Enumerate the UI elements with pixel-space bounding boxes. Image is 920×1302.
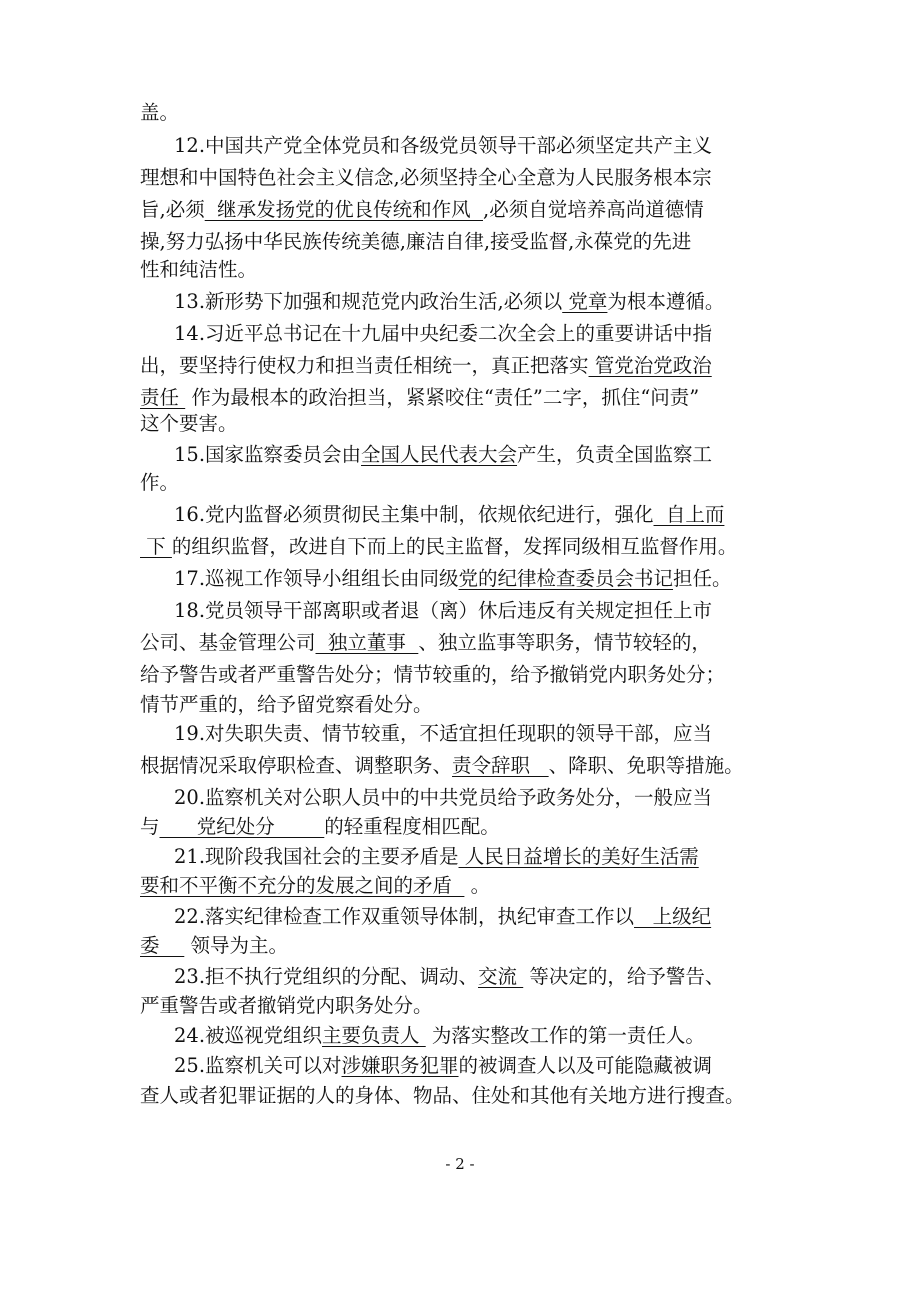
answer-blank: 继承发扬党的优良传统和作风	[204, 198, 483, 221]
question-25: 25.监察机关可以对涉嫌职务犯罪的被调查人以及可能隐藏被调	[174, 1054, 713, 1077]
answer-blank: 人民日益增长的美好生活需	[458, 845, 699, 868]
answer-blank: 下	[140, 535, 172, 558]
question-16: 16.党内监督必须贯彻民主集中制，依规依纪进行，强化 自上而	[174, 503, 725, 526]
text-line: 情节严重的，给予留党察看处分。	[140, 693, 433, 716]
text-line: 要和不平衡不充分的发展之间的矛盾 。	[140, 874, 491, 897]
text-line: 作。	[140, 471, 180, 494]
question-21: 21.现阶段我国社会的主要矛盾是 人民日益增长的美好生活需	[174, 845, 699, 868]
text-line: 理想和中国特色社会主义信念,必须坚持全心全意为人民服务根本宗	[140, 166, 712, 189]
answer-blank: 交流	[478, 965, 524, 988]
question-22: 22.落实纪律检查工作双重领导体制，执纪审查工作以 上级纪	[174, 905, 712, 928]
answer-blank: 涉嫌职务犯罪	[341, 1054, 459, 1077]
question-20: 20.监察机关对公职人员中的中共党员给予政务处分，一般应当	[174, 786, 713, 809]
text-line: 出，要坚持行使权力和担当责任相统一，真正把落实 管党治党政治	[140, 354, 712, 377]
text-line: 性和纯洁性。	[140, 258, 258, 281]
answer-blank: 要和不平衡不充分的发展之间的矛盾	[140, 874, 465, 897]
text-line: 操,努力弘扬中华民族传统美德,廉洁自律,接受监督,永葆党的先进	[140, 230, 692, 253]
question-14: 14.习近平总书记在十九届中央纪委二次全会上的重要讲话中指	[174, 322, 713, 345]
answer-blank: 管党治党政治	[588, 354, 712, 377]
page-number: - 2 -	[445, 1155, 475, 1173]
text-line: 与 党纪处分 的轻重程度相匹配。	[140, 815, 500, 838]
question-17: 17.巡视工作领导小组组长由同级党的纪律检查委员会书记担任。	[174, 567, 732, 590]
question-18: 18.党员领导干部离职或者退（离）休后违反有关规定担任上市	[174, 599, 713, 622]
text-line: 给予警告或者严重警告处分；情节较重的，给予撤销党内职务处分；	[140, 663, 726, 686]
answer-blank: 委	[140, 934, 185, 957]
answer-blank: 主要负责人	[322, 1024, 426, 1047]
text-line: 盖。	[140, 101, 180, 124]
answer-blank: 上级纪	[634, 905, 712, 928]
question-12: 12.中国共产党全体党员和各级党员领导干部必须坚定共产主义	[174, 134, 713, 157]
answer-blank: 党章	[562, 290, 608, 313]
text-line: 下 的组织监督，改进自下而上的民主监督，发挥同级相互监督作用。	[140, 535, 738, 558]
answer-blank: 自上而	[653, 503, 725, 526]
text-line: 责任 作为最根本的政治担当，紧紧咬住“责任”二字，抓住“问责”	[140, 386, 700, 409]
text-line: 查人或者犯罪证据的人的身体、物品、住处和其他有关地方进行搜查。	[140, 1084, 745, 1107]
text-line: 这个要害。	[140, 412, 238, 435]
text-line: 委 领导为主。	[140, 934, 288, 957]
question-23: 23.拒不执行党组织的分配、调动、交流 等决定的，给予警告、	[174, 965, 725, 988]
answer-blank: 责任	[140, 386, 186, 409]
answer-blank: 党纪处分	[159, 815, 325, 838]
text-line: 严重警告或者撤销党内职务处分。	[140, 994, 433, 1017]
question-15: 15.国家监察委员会由全国人民代表大会产生，负责全国监察工	[174, 443, 713, 466]
text-line: 公司、基金管理公司 独立董事 、独立监事等职务，情节较轻的，	[140, 631, 711, 654]
answer-blank: 责令辞职	[452, 754, 549, 777]
text-line: 根据情况采取停职检查、调整职务、责令辞职 、降职、免职等措施。	[140, 754, 744, 777]
question-24: 24.被巡视党组织主要负责人 为落实整改工作的第一责任人。	[174, 1024, 705, 1047]
answer-blank: 全国人民代表大会	[361, 443, 518, 466]
question-13: 13.新形势下加强和规范党内政治生活,必须以 党章为根本遵循。	[174, 290, 725, 313]
question-19: 19.对失职失责、情节较重，不适宜担任现职的领导干部，应当	[174, 722, 713, 745]
text-line: 旨,必须 继承发扬党的优良传统和作风 ,必须自觉培养高尚道德情	[140, 198, 704, 221]
answer-blank: 独立董事	[315, 631, 419, 654]
answer-blank: 党的纪律检查委员会书记	[458, 567, 674, 590]
